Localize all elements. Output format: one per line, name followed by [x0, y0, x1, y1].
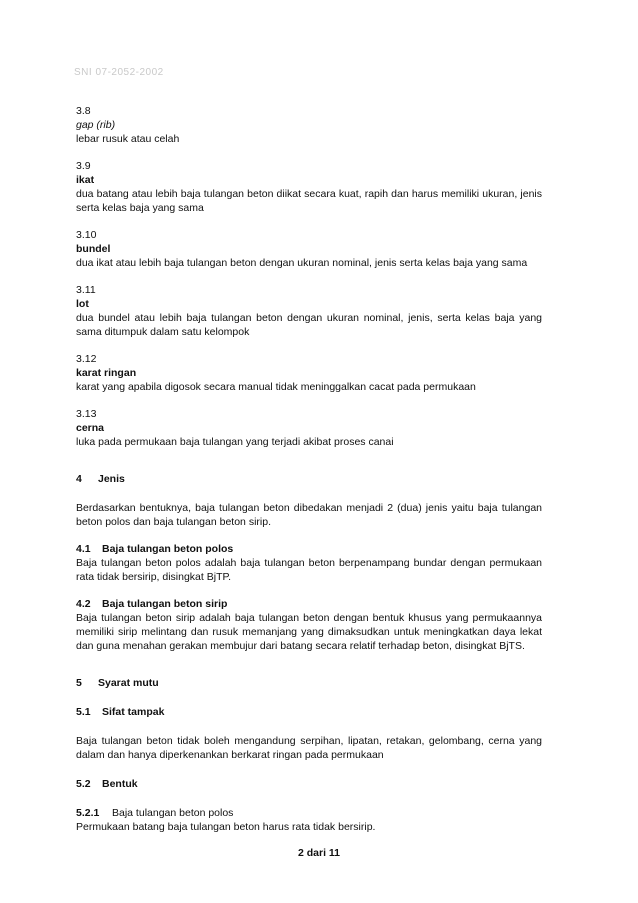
subsection-title: Sifat tampak — [102, 706, 165, 718]
subsection-5-2-heading — [76, 777, 542, 791]
section-4-intro: Berdasarkan bentuknya, baja tulangan beton dibedakan menjadi 2 (dua) jenis yaitu baja tulangan beton polos dan baja tulangan beton sirip. — [76, 502, 542, 528]
definition-description: dua ikat atau lebih baja tulangan beton dengan ukuran nominal, jenis serta kelas baja yang sama — [76, 257, 528, 269]
definition-item — [76, 283, 542, 339]
subsection-4-1 — [76, 542, 542, 584]
subsection-number: 5.2 — [76, 778, 91, 790]
definition-term: cerna — [76, 422, 105, 434]
page-content — [76, 104, 542, 834]
subsection-title: Bentuk — [102, 778, 138, 790]
definition-item — [76, 159, 542, 215]
definition-number: 3.11 — [76, 284, 96, 296]
page-number: 2 dari 11 — [297, 847, 341, 859]
definitions-list — [76, 104, 542, 449]
definition-term: lot — [76, 298, 89, 310]
section-title: Syarat mutu — [98, 677, 159, 689]
definition-number: 3.12 — [76, 353, 97, 365]
subsection-5-2-1 — [76, 806, 542, 834]
definition-number: 3.13 — [76, 408, 97, 420]
definition-description: lebar rusuk atau celah — [76, 133, 180, 145]
section-4-heading — [76, 472, 542, 486]
subsection-text: Baja tulangan beton sirip adalah baja tulangan beton dengan bentuk khusus yang permukaannya memiliki sirip melintang dan rusuk memanjang yang dimaksudkan untuk meningkatkan daya lekat dan guna menahan gerakan membujur dari batang secara relatif terhadap beton, disingkat BjTS. — [76, 612, 542, 652]
definition-item — [76, 407, 542, 449]
section-5-heading — [76, 676, 542, 690]
subsection-title: Baja tulangan beton sirip — [102, 598, 228, 610]
subsubsection-number: 5.2.1 — [76, 807, 100, 819]
definition-description: karat yang apabila digosok secara manual tidak meninggalkan cacat pada permukaan — [76, 381, 476, 393]
definition-number: 3.10 — [76, 229, 97, 241]
subsection-5-1-text: Baja tulangan beton tidak boleh mengandung serpihan, lipatan, retakan, gelombang, cerna yang dalam dan hanya diperkenankan berkarat ringan pada permukaan — [76, 735, 542, 761]
subsubsection-title: Baja tulangan beton polos — [112, 807, 234, 819]
subsubsection-text: Permukaan batang baja tulangan beton harus rata tidak bersirip. — [76, 821, 376, 833]
section-number: 5 — [76, 677, 82, 689]
definition-number: 3.8 — [76, 105, 91, 117]
subsection-number: 5.1 — [76, 706, 91, 718]
section-number: 4 — [76, 473, 82, 485]
subsection-number: 4.1 — [76, 543, 91, 555]
header-standard-code: SNI 07-2052-2002 — [74, 67, 164, 78]
definition-term: gap (rib) — [76, 119, 116, 131]
subsection-number: 4.2 — [76, 598, 91, 610]
definition-term: bundel — [76, 243, 111, 255]
section-title: Jenis — [98, 473, 125, 485]
definition-item — [76, 352, 542, 394]
definition-description: dua bundel atau lebih baja tulangan beton dengan ukuran nominal, jenis, serta kelas baja yang sama ditumpuk dalam satu kelompok — [76, 312, 542, 338]
subsection-4-2 — [76, 597, 542, 653]
definition-term: ikat — [76, 174, 95, 186]
definition-number: 3.9 — [76, 160, 91, 172]
definition-item — [76, 228, 542, 270]
subsection-title: Baja tulangan beton polos — [102, 543, 234, 555]
definition-description: luka pada permukaan baja tulangan yang terjadi akibat proses canai — [76, 436, 394, 448]
definition-description: dua batang atau lebih baja tulangan beton diikat secara kuat, rapih dan harus memiliki ukuran, jenis serta kelas baja yang sama — [76, 188, 542, 214]
definition-term: karat ringan — [76, 367, 137, 379]
definition-item — [76, 104, 542, 146]
subsection-text: Baja tulangan beton polos adalah baja tulangan beton berpenampang bundar dengan permukaan rata tidak bersirip, disingkat BjTP. — [76, 557, 542, 583]
subsection-5-1-heading — [76, 705, 542, 719]
